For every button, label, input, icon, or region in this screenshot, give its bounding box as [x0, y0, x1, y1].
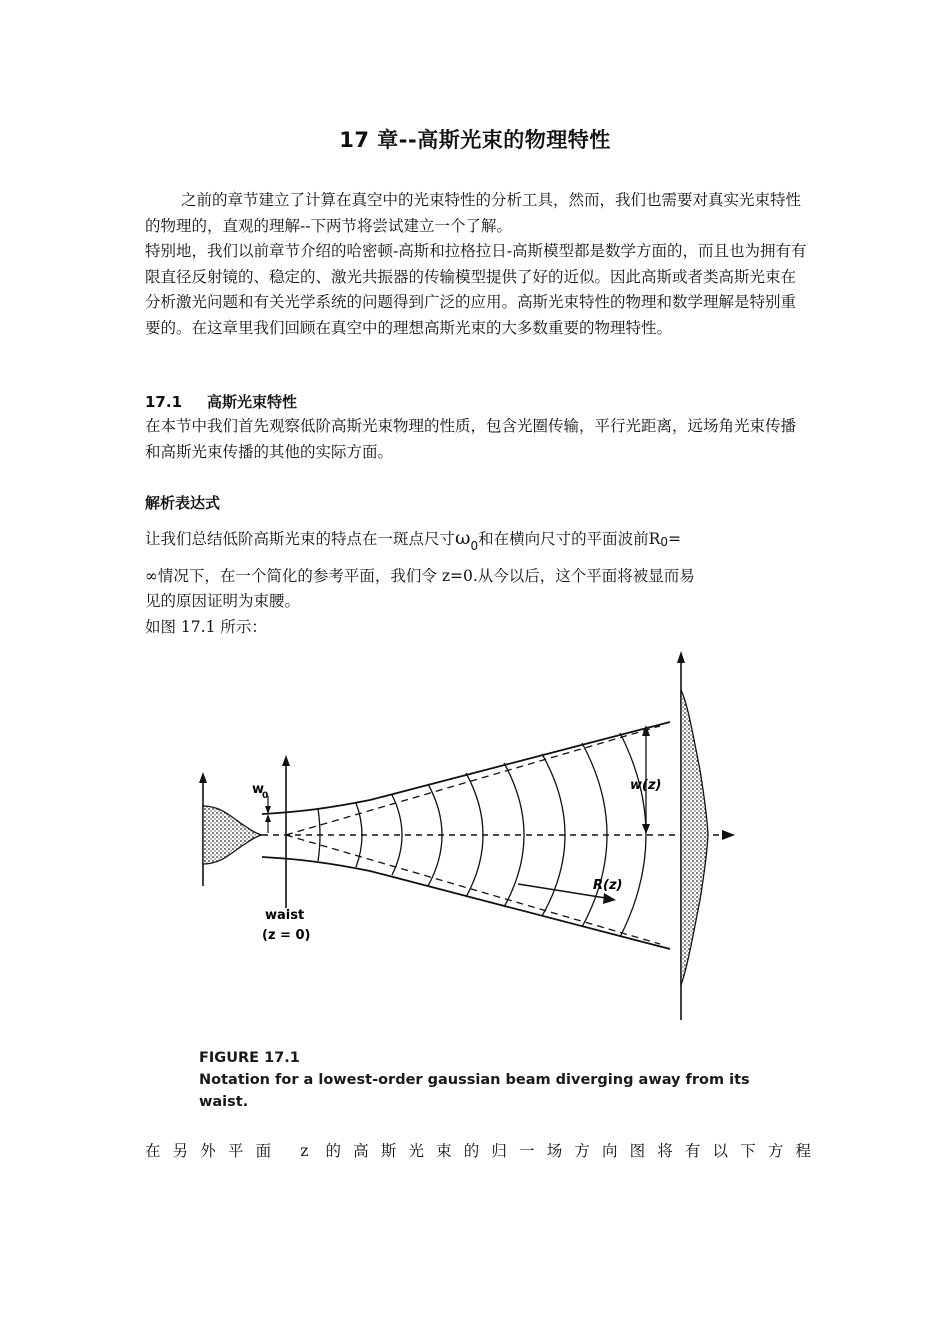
analytic-text-a: 让我们总结低阶高斯光束的特点在一斑点尺寸	[145, 530, 456, 548]
w0-label: w	[252, 782, 265, 797]
r0-equals: =	[667, 530, 681, 548]
r0-symbol: R	[648, 530, 661, 548]
r0-subscript: 0	[660, 535, 668, 549]
figure-caption	[199, 1047, 750, 1113]
waist-z-label: (z = 0)	[262, 928, 311, 943]
analytic-line-4: 如图 17.1 所示：	[145, 618, 267, 636]
section-number: 17.1	[145, 393, 183, 411]
optical-axis	[262, 830, 735, 840]
analytic-text-b: 和在横向尺寸的平面波前	[478, 530, 649, 548]
analytic-line-3: 见的原因证明为束腰。	[145, 592, 301, 610]
page-title: 17 章--高斯光束的物理特性	[339, 128, 611, 152]
w0-marker	[252, 782, 271, 833]
subsection-heading: 解析表达式	[145, 494, 221, 512]
intro-paragraph-1: 之前的章节建立了计算在真空中的光束特性的分析工具，然而，我们也需要对真实光束特性的物理的，直观的理解--下两节将尝试建立一个了解。	[145, 191, 802, 235]
rz-arrow	[518, 878, 622, 904]
section-heading	[145, 391, 297, 412]
section-title: 高斯光束特性	[207, 393, 298, 411]
waist-label: waist	[265, 908, 305, 923]
wz-marker	[630, 725, 661, 834]
section-paragraph: 在本节中我们首先观察低阶高斯光束物理的性质，包含光圈传输，平行光距离，远场角光束传播和高斯光束传播的其他的实际方面。	[145, 417, 797, 461]
output-profile	[677, 651, 708, 1020]
omega-symbol: ω	[455, 527, 471, 549]
caption-figure-number: FIGURE 17.1	[199, 1050, 300, 1066]
wz-label: w(z)	[630, 778, 662, 793]
rz-label: R(z)	[593, 878, 623, 893]
w0-label-subscript: 0	[262, 791, 269, 801]
omega-subscript: 0	[470, 539, 479, 553]
caption-text-line-1: Notation for a lowest-order gaussian beam diverging away from its	[199, 1072, 750, 1088]
bottom-text-line: 在另外平面 z 的高斯光束的归一场方向图将有以下方程	[145, 1142, 811, 1160]
caption-text-line-2: waist.	[199, 1094, 249, 1110]
analytic-line-2: ∞情况下，在一个简化的参考平面，我们令 z=0.从今以后，这个平面将被显而易	[145, 567, 695, 585]
analytic-line-1	[145, 527, 681, 553]
gaussian-beam-figure	[0, 640, 950, 1040]
intro-paragraph-2: 特别地，我们以前章节介绍的哈密顿-高斯和拉格拉日-高斯模型都是数学方面的，而且也为拥有有限直径反射镜的、稳定的、激光共振器的传输模型提供了好的近似。因此高斯或者类高斯光束在分析激光问题和有关光学系统的问题得到广泛的应用。高斯光束特性的物理和数学理解是特别重要的。在这章里我们回顾在真空中的理想高斯光束的大多数重要的物理特性。	[145, 242, 807, 337]
waist-axis	[282, 755, 290, 908]
